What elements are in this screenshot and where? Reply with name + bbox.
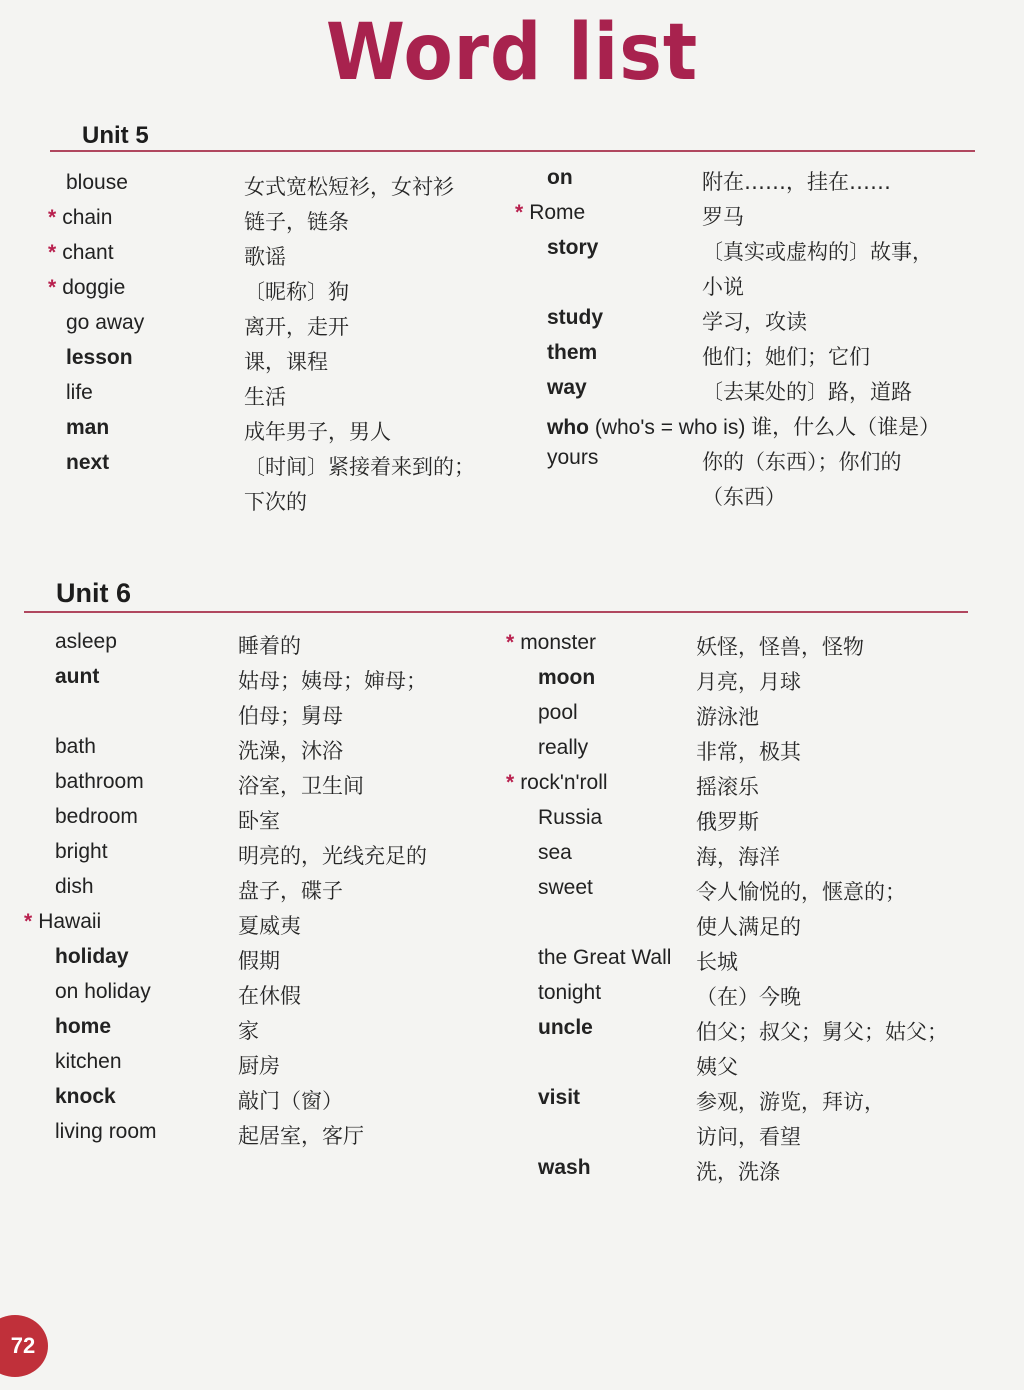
- unit6-right-definition: 非常，极其: [696, 740, 801, 764]
- unit6-right-definition: 月亮，月球: [696, 670, 801, 694]
- unit5-left-definition: 〔时间〕紧接着来到的；: [244, 455, 475, 479]
- unit6-right-definition: 摇滚乐: [696, 775, 759, 799]
- unit6-right-word-text: uncle: [538, 1016, 593, 1039]
- unit5-left-word-text: chain: [62, 206, 113, 229]
- unit5-right-word-text: story: [547, 236, 599, 259]
- unit6-left-definition: 夏威夷: [238, 914, 301, 938]
- unit6-heading: Unit 6: [56, 578, 132, 608]
- unit6-right-word: [538, 666, 595, 690]
- unit5-left-definition-cont: 下次的: [244, 490, 307, 514]
- unit5-right-word: [547, 236, 598, 260]
- unit5-right-definition-cont: （东西）: [702, 485, 786, 509]
- unit5-left-word: [66, 451, 109, 475]
- unit6-right-word: [538, 1016, 593, 1040]
- unit6-right-word: [538, 981, 601, 1005]
- unit6-right-word-text: sea: [538, 841, 572, 864]
- unit5-right-word: [515, 201, 585, 225]
- unit6-right-definition: 长城: [696, 950, 738, 974]
- unit5-right-word: [547, 306, 603, 330]
- unit5-right-word-text: Rome: [529, 201, 586, 224]
- unit6-left-word: [55, 1120, 157, 1144]
- unit5-left-word-text: doggie: [62, 276, 126, 299]
- unit6-left-word: [24, 910, 101, 934]
- unit5-left-word: [66, 311, 144, 335]
- unit6-right-definition: 游泳池: [696, 705, 759, 729]
- unit6-left-word: [55, 840, 108, 864]
- unit6-right-definition: 令人愉悦的，惬意的；: [696, 880, 906, 904]
- unit5-heading: Unit 5: [82, 122, 149, 149]
- unit5-left-word-text: chant: [62, 241, 114, 264]
- unit6-left-definition: 假期: [238, 949, 280, 973]
- unit6-left-word-text: dish: [55, 875, 94, 898]
- unit6-left-definition: 卧室: [238, 809, 280, 833]
- unit5-right-definition: 学习，攻读: [702, 310, 807, 334]
- unit6-right-definition: 伯父；叔父；舅父；姑父；: [696, 1020, 948, 1044]
- unit6-right-definition: 海，海洋: [696, 845, 780, 869]
- unit6-right-word: [538, 806, 602, 830]
- unit6-right-word: [506, 771, 608, 795]
- unit5-left-word-text: life: [66, 381, 93, 404]
- unit5-left-word: [48, 241, 114, 265]
- unit5-right-word: [547, 166, 573, 190]
- unit5-right-word-text: yours: [547, 446, 599, 469]
- star-icon: *: [48, 276, 57, 299]
- unit6-left-word-text: bright: [55, 840, 108, 863]
- unit5-right-definition-cont: 小说: [702, 275, 744, 299]
- unit5-left-word-text: go away: [66, 311, 145, 334]
- unit6-right-word-text: moon: [538, 666, 596, 689]
- unit6-right-definition-cont: 使人满足的: [696, 915, 801, 939]
- unit6-right-word-text: sweet: [538, 876, 593, 899]
- unit6-left-definition: 明亮的，光线充足的: [238, 844, 427, 868]
- unit6-right-word-text: visit: [538, 1086, 581, 1109]
- page-title: Word list: [325, 8, 699, 98]
- unit5-right-word: [547, 411, 940, 441]
- unit6-left-word: [55, 770, 144, 794]
- unit6-left-definition: 在休假: [238, 984, 301, 1008]
- unit6-right-word: [538, 736, 588, 760]
- unit5-right-definition: 〔去某处的〕路，道路: [702, 380, 912, 404]
- unit5-left-word: [48, 206, 112, 230]
- unit5-right-definition: 附在……，挂在……: [702, 170, 891, 194]
- unit6-left-word: [55, 805, 138, 829]
- unit6-right-definition: 妖怪，怪兽，怪物: [696, 635, 864, 659]
- unit5-left-definition: 生活: [244, 385, 286, 409]
- unit6-left-definition: 厨房: [238, 1054, 280, 1078]
- unit6-right-definition: （在）今晚: [696, 985, 801, 1009]
- unit6-left-word: [55, 665, 99, 689]
- unit6-left-word: [55, 735, 96, 759]
- unit6-right-word-text: pool: [538, 701, 578, 724]
- star-icon: *: [506, 771, 515, 794]
- unit5-right-word-text: way: [547, 376, 587, 399]
- unit5-left-word-text: blouse: [66, 171, 128, 194]
- unit5-left-definition: 链子，链条: [244, 210, 349, 234]
- unit5-right-word-extra: (who's = who is) 谁，什么人（谁是）: [589, 416, 941, 439]
- unit6-left-word-text: on holiday: [55, 980, 151, 1003]
- unit6-right-word-text: rock'n'roll: [520, 771, 608, 794]
- unit6-right-word-text: Russia: [538, 806, 603, 829]
- unit5-right-definition: 你的（东西）；你们的: [702, 450, 902, 474]
- unit5-left-word: [48, 276, 125, 300]
- unit6-left-definition: 洗澡，沐浴: [238, 739, 343, 763]
- unit6-left-word: [55, 1085, 116, 1109]
- unit5-left-word: [66, 416, 109, 440]
- unit5-left-word: [66, 346, 133, 370]
- unit6-left-word-text: Hawaii: [38, 910, 102, 933]
- star-icon: *: [48, 206, 57, 229]
- unit5-left-word: [66, 381, 93, 405]
- unit6-left-word: [55, 945, 129, 969]
- unit6-right-word: [538, 1086, 580, 1110]
- unit6-left-definition-cont: 伯母；舅母: [238, 704, 343, 728]
- unit6-left-definition: 敲门（窗）: [238, 1089, 343, 1113]
- unit5-left-word-text: lesson: [66, 346, 133, 369]
- unit5-right-definition: 〔真实或虚构的〕故事，: [702, 240, 933, 264]
- unit6-left-word: [55, 1050, 122, 1074]
- unit6-left-definition: 家: [238, 1019, 259, 1043]
- unit6-left-word-text: holiday: [55, 945, 129, 968]
- unit6-right-definition-cont: 访问，看望: [696, 1125, 801, 1149]
- unit5-right-word: [547, 341, 597, 365]
- unit6-right-definition: 俄罗斯: [696, 810, 759, 834]
- unit6-left-word-text: asleep: [55, 630, 117, 653]
- unit5-right-definition: 他们；她们；它们: [702, 345, 870, 369]
- unit6-right-word-text: the Great Wall: [538, 946, 672, 969]
- unit5-right-word: [547, 376, 587, 400]
- unit6-left-word: [55, 630, 117, 654]
- unit6-right-word: [538, 946, 671, 970]
- unit5-right-word-text: them: [547, 341, 598, 364]
- unit5-left-definition: 离开，走开: [244, 315, 349, 339]
- unit6-left-word-text: aunt: [55, 665, 100, 688]
- unit5-left-definition: 歌谣: [244, 245, 286, 269]
- unit6-right-word-text: really: [538, 736, 589, 759]
- unit6-right-word: [538, 841, 572, 865]
- unit6-left-definition: 浴室，卫生间: [238, 774, 364, 798]
- unit6-left-definition: 睡着的: [238, 634, 301, 658]
- unit6-left-word-text: bedroom: [55, 805, 138, 828]
- unit5-left-definition: 成年男子，男人: [244, 420, 391, 444]
- unit6-right-word-text: tonight: [538, 981, 602, 1004]
- unit6-left-word-text: kitchen: [55, 1050, 122, 1073]
- unit6-rule: [24, 611, 968, 613]
- unit5-left-definition: 〔昵称〕狗: [244, 280, 349, 304]
- unit5-left-definition: 女式宽松短衫，女衬衫: [244, 175, 454, 199]
- unit5-right-word-text: on: [547, 166, 573, 189]
- unit6-right-word: [538, 701, 578, 725]
- unit6-left-word-text: bathroom: [55, 770, 144, 793]
- unit6-left-word-text: knock: [55, 1085, 116, 1108]
- unit6-left-word: [55, 1015, 111, 1039]
- unit6-left-definition: 盘子，碟子: [238, 879, 343, 903]
- unit5-rule: [50, 150, 975, 152]
- unit6-right-word-text: monster: [520, 631, 597, 654]
- star-icon: *: [506, 631, 515, 654]
- unit6-left-definition: 姑母；姨母；婶母；: [238, 669, 427, 693]
- unit6-right-definition: 参观，游览，拜访，: [696, 1090, 885, 1114]
- unit5-right-word-text: who: [547, 416, 589, 439]
- unit6-right-definition: 洗，洗涤: [696, 1160, 780, 1184]
- unit5-left-word-text: man: [66, 416, 110, 439]
- unit5-right-definition: 罗马: [702, 205, 744, 229]
- unit6-left-word-text: home: [55, 1015, 112, 1038]
- unit6-left-word: [55, 875, 94, 899]
- unit5-right-word: [547, 446, 598, 470]
- unit5-left-word-text: next: [66, 451, 110, 474]
- star-icon: *: [48, 241, 57, 264]
- page-number: 72: [0, 1315, 48, 1377]
- unit6-left-word: [55, 980, 151, 1004]
- unit5-right-word-text: study: [547, 306, 604, 329]
- unit6-right-definition-cont: 姨父: [696, 1055, 738, 1079]
- unit5-left-word: [66, 171, 128, 195]
- star-icon: *: [24, 910, 33, 933]
- unit6-right-word: [506, 631, 596, 655]
- unit6-left-word-text: bath: [55, 735, 96, 758]
- star-icon: *: [515, 201, 524, 224]
- unit6-right-word-text: wash: [538, 1156, 591, 1179]
- unit6-right-word: [538, 876, 593, 900]
- unit6-left-word-text: living room: [55, 1120, 157, 1143]
- unit5-left-definition: 课，课程: [244, 350, 328, 374]
- unit6-left-definition: 起居室，客厅: [238, 1124, 364, 1148]
- unit6-right-word: [538, 1156, 591, 1180]
